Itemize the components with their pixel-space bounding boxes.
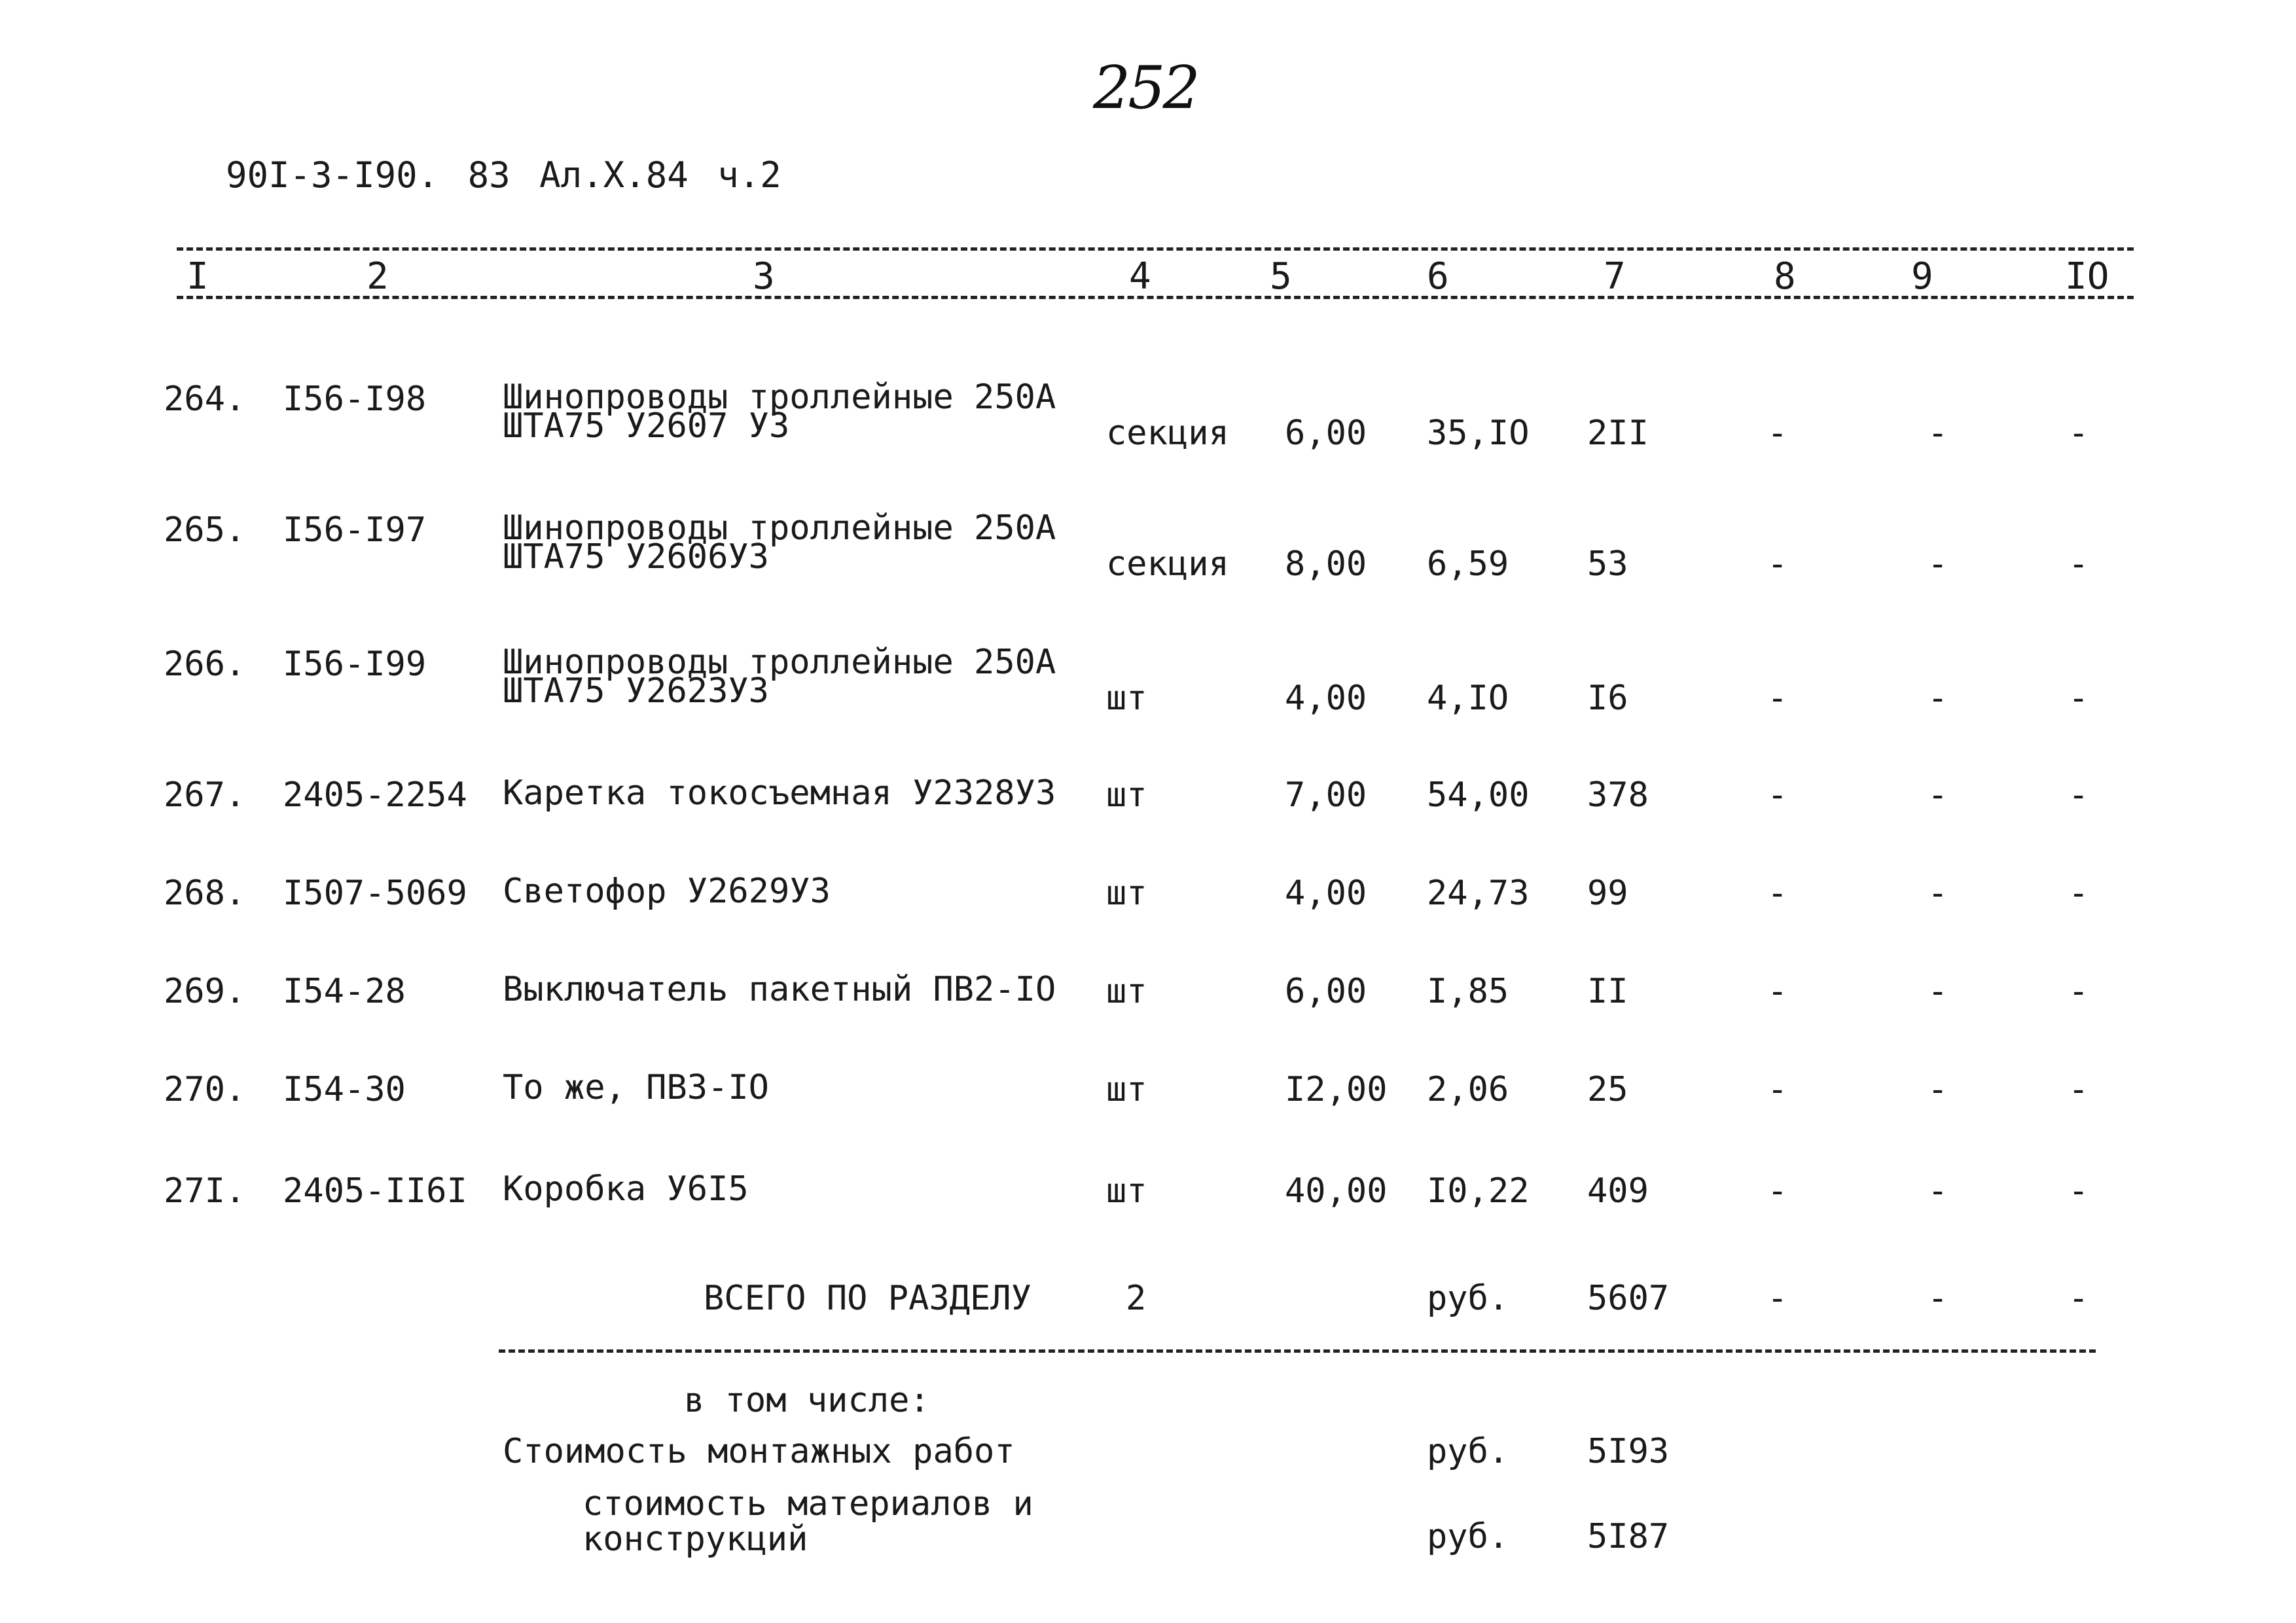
quantity: 4,00 [1285, 679, 1367, 718]
quantity: 4,00 [1285, 874, 1367, 913]
row-number: 269. [164, 972, 246, 1011]
col9-value: - [1928, 776, 1948, 815]
price-code: 2405-2254 [283, 776, 467, 815]
total-cost: II [1587, 972, 1628, 1011]
unit-price: 35,IO [1427, 414, 1530, 453]
handwritten-page-number: 252 [1093, 54, 1198, 122]
column-header-10: IO [2065, 255, 2109, 298]
row-number: 267. [164, 776, 246, 815]
quantity: 6,00 [1285, 414, 1367, 453]
price-code: I56-I98 [283, 380, 427, 419]
row-number: 270. [164, 1070, 246, 1109]
unit: шт [1106, 776, 1147, 815]
col8-value: - [1767, 414, 1788, 453]
unit-price: 24,73 [1427, 874, 1530, 913]
column-header-4: 4 [1129, 255, 1151, 298]
col9-value: - [1928, 972, 1948, 1011]
quantity: 8,00 [1285, 544, 1367, 584]
including-label: в том числе: [684, 1381, 930, 1420]
col8-value: - [1767, 972, 1788, 1011]
col10-value: - [2068, 972, 2089, 1011]
col10-value: - [2068, 414, 2089, 453]
total-cost: 2II [1587, 414, 1649, 453]
price-code: I54-28 [283, 972, 406, 1011]
total-col8: - [1767, 1279, 1788, 1318]
installation-cost-unit: руб. [1427, 1432, 1509, 1471]
materials-cost-label-line2: конструкций [583, 1520, 808, 1559]
column-header-7: 7 [1604, 255, 1626, 298]
column-header-2: 2 [367, 255, 389, 298]
total-cost: 53 [1587, 544, 1628, 584]
unit-price: 2,06 [1427, 1070, 1509, 1109]
col8-value: - [1767, 1171, 1788, 1211]
price-code: I507-5069 [283, 874, 467, 913]
total-cost: I6 [1587, 679, 1628, 718]
item-name: Выключатель пакетный ПВ2-IO [503, 970, 1056, 1009]
col10-value: - [2068, 874, 2089, 913]
col9-value: - [1928, 544, 1948, 584]
quantity: 40,00 [1285, 1171, 1388, 1211]
col10-value: - [2068, 544, 2089, 584]
total-separator-rule [499, 1349, 2096, 1353]
quantity: 6,00 [1285, 972, 1367, 1011]
col10-value: - [2068, 776, 2089, 815]
materials-cost-unit: руб. [1427, 1517, 1509, 1556]
item-name: Каретка токосъемная У2328У3 [503, 774, 1056, 813]
col9-value: - [1928, 679, 1948, 718]
total-cost: 99 [1587, 874, 1628, 913]
unit-price: I,85 [1427, 972, 1509, 1011]
unit: секция [1106, 544, 1229, 584]
col8-value: - [1767, 1070, 1788, 1109]
quantity: 7,00 [1285, 776, 1367, 815]
col8-value: - [1767, 874, 1788, 913]
col9-value: - [1928, 414, 1948, 453]
price-code: 2405-II6I [283, 1171, 467, 1211]
total-section-number: 2 [1126, 1279, 1147, 1318]
col9-value: - [1928, 1171, 1948, 1211]
item-name-line2: ШТА75 У2607 У3 [503, 406, 790, 446]
total-cost: 25 [1587, 1070, 1628, 1109]
col9-value: - [1928, 1070, 1948, 1109]
col8-value: - [1767, 776, 1788, 815]
col9-value: - [1928, 874, 1948, 913]
row-number: 268. [164, 874, 246, 913]
col10-value: - [2068, 1171, 2089, 1211]
unit: шт [1106, 874, 1147, 913]
row-number: 266. [164, 645, 246, 684]
column-header-6: 6 [1427, 255, 1449, 298]
item-name: Шинопроводы троллейные 250А [503, 508, 1056, 548]
quantity: I2,00 [1285, 1070, 1388, 1109]
column-header-8: 8 [1774, 255, 1796, 298]
unit: шт [1106, 972, 1147, 1011]
total-col9: - [1928, 1279, 1948, 1318]
installation-cost-label: Стоимость монтажных работ [503, 1432, 1015, 1471]
unit-price: 4,IO [1427, 679, 1509, 718]
total-cost: 378 [1587, 776, 1649, 815]
price-code: I54-30 [283, 1070, 406, 1109]
total-sum: 5607 [1587, 1279, 1670, 1318]
row-number: 265. [164, 510, 246, 550]
total-col10: - [2068, 1279, 2089, 1318]
header-bottom-rule [177, 296, 2134, 299]
price-code: I56-I99 [283, 645, 427, 684]
item-name: Коробка У6I5 [503, 1169, 749, 1209]
item-name-line2: ШТА75 У2606У3 [503, 537, 769, 577]
materials-cost-sum: 5I87 [1587, 1517, 1670, 1556]
col8-value: - [1767, 679, 1788, 718]
document-code: 90I-3-I90. 83 Ал.X.84 ч.2 [226, 154, 781, 196]
price-code: I56-I97 [283, 510, 427, 550]
item-name: Шинопроводы троллейные 250А [503, 643, 1056, 682]
unit: секция [1106, 414, 1229, 453]
column-header-9: 9 [1911, 255, 1933, 298]
column-header-5: 5 [1270, 255, 1292, 298]
item-name: Шинопроводы троллейные 250А [503, 378, 1056, 417]
unit-price: 54,00 [1427, 776, 1530, 815]
item-name-line2: ШТА75 У2623У3 [503, 671, 769, 711]
column-header-3: 3 [753, 255, 775, 298]
total-unit: руб. [1427, 1279, 1509, 1318]
unit-price: 6,59 [1427, 544, 1509, 584]
col10-value: - [2068, 679, 2089, 718]
item-name: Светофор У2629У3 [503, 872, 831, 911]
col10-value: - [2068, 1070, 2089, 1109]
col8-value: - [1767, 544, 1788, 584]
total-label: ВСЕГО ПО РАЗДЕЛУ [704, 1279, 1031, 1318]
materials-cost-label-line1: стоимость материалов и [583, 1484, 1033, 1524]
installation-cost-sum: 5I93 [1587, 1432, 1670, 1471]
total-cost: 409 [1587, 1171, 1649, 1211]
unit: шт [1106, 679, 1147, 718]
header-top-rule [177, 247, 2134, 251]
unit-price: I0,22 [1427, 1171, 1530, 1211]
unit: шт [1106, 1171, 1147, 1211]
row-number: 27I. [164, 1171, 246, 1211]
column-header-1: I [187, 255, 209, 298]
item-name: То же, ПВ3-IO [503, 1068, 769, 1107]
unit: шт [1106, 1070, 1147, 1109]
row-number: 264. [164, 380, 246, 419]
